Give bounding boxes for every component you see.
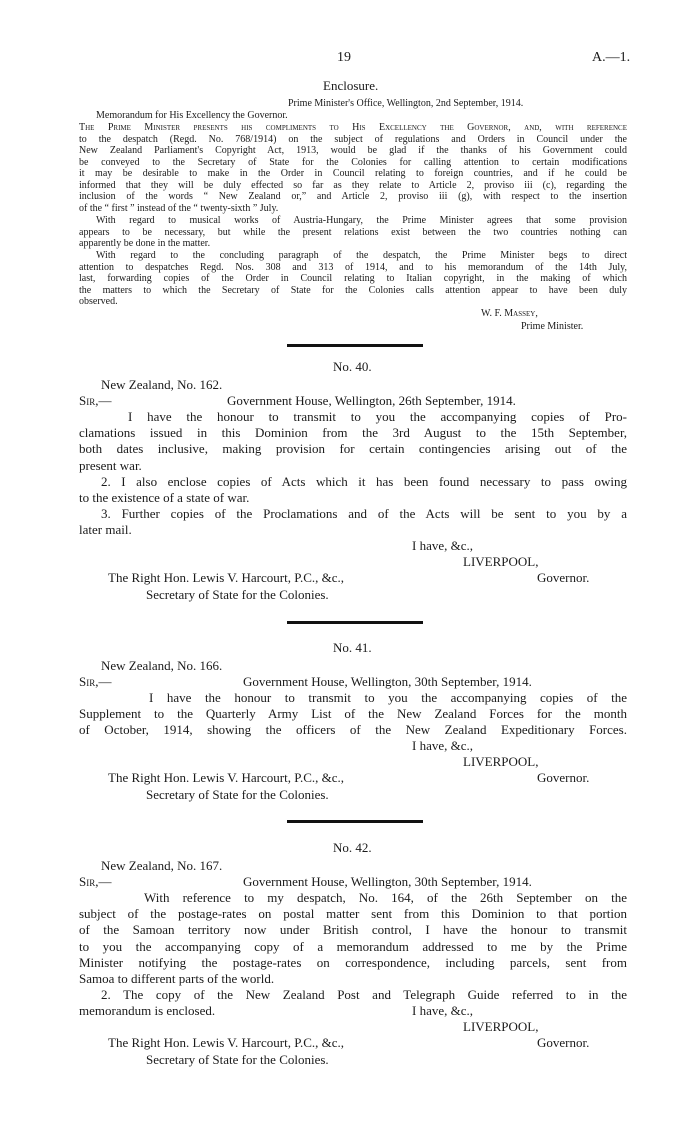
text-line: memorandum is enclosed.: [79, 1003, 216, 1019]
text-line: 3. Further copies of the Proclamations and of the Acts will be sent to you by a: [101, 506, 627, 522]
text-line: apparently be done in the matter.: [79, 238, 211, 250]
document-reference: A.—1.: [592, 50, 631, 65]
signature-title: Prime Minister.: [521, 321, 584, 332]
text-line: of the “ first ” instead of the “ twenty-sixth ” July.: [79, 202, 279, 214]
text-line: appears to be necessary, but while the present relations exist between the two countries nothing can: [79, 226, 627, 238]
text-line: With reference to my despatch, No. 164, of the 26th September on the: [144, 890, 627, 905]
addressee: The Right Hon. Lewis V. Harcourt, P.C., &c.,: [108, 1035, 345, 1050]
sender-name: LIVERPOOL,: [463, 554, 539, 569]
text-line: subject of the postage-rates on postal matter sent from this Dominion to that portion: [79, 906, 627, 922]
sender-title: Governor.: [537, 570, 590, 585]
text-line: The Prime Minister presents his compliments to His Excellency the Governor, and, with reference: [79, 122, 627, 133]
text-line: informed that they will be duly effected so far as they relate to Article 2, proviso iii (c), regarding the: [79, 179, 627, 191]
text-line: Minister notifying the postage-rates on correspondence, including parcels, sent from: [79, 954, 627, 970]
place-date: Government House, Wellington, 30th September, 1914.: [243, 874, 532, 889]
letter-body: [79, 690, 627, 739]
text-line: Supplement to the Quarterly Army List of the New Zealand Forces for the month: [79, 706, 627, 722]
text-line: observed.: [79, 296, 118, 308]
text-line: present war.: [79, 457, 142, 473]
closing: I have, &c.,: [412, 538, 474, 553]
text-line: inclusion of the words “ New Zealand or,” and Article 2, proviso iii (g), with respect to the insertion: [79, 191, 627, 203]
text-line: to you the accompanying copy of a memorandum addressed to me by the Prime: [79, 938, 627, 954]
place-date: Government House, Wellington, 30th September, 1914.: [243, 674, 532, 689]
text-line: of the Samoan territory now under British control, I have the honour to transmit: [79, 922, 627, 938]
enclosure-paragraph-1: [79, 122, 627, 214]
text-line: the matters to which the Secretary of State for the Colonies calls attention appear to have been duly: [79, 284, 627, 296]
memorandum-line: Memorandum for His Excellency the Governor.: [96, 110, 288, 121]
text-line: I have the honour to transmit to you the accompanying copies of Pro-: [128, 409, 627, 424]
sender-title: Governor.: [537, 770, 590, 785]
section-divider: [287, 820, 423, 823]
letter-body: [79, 890, 627, 1020]
addressee-title: Secretary of State for the Colonies.: [146, 587, 329, 602]
text-line: New Zealand Parliament's Copyright Act, 1913, would be glad if the thanks of his Government could: [79, 145, 627, 157]
text-line: 2. I also enclose copies of Acts which it has been found necessary to pass owing: [101, 473, 627, 489]
salutation: Sir,—: [79, 393, 112, 408]
section-divider: [287, 344, 423, 347]
enclosure-paragraph-3: [79, 250, 627, 308]
addressee-title: Secretary of State for the Colonies.: [146, 1052, 329, 1067]
letter-reference: New Zealand, No. 162.: [101, 377, 223, 392]
sender-name: LIVERPOOL,: [463, 754, 539, 769]
salutation: Sir,—: [79, 674, 112, 689]
text-line: [79, 122, 627, 134]
enclosure-paragraph-2: [79, 215, 627, 250]
text-line: be conveyed to the Secretary of State for the Colonies for calling attention to certain modifications: [79, 156, 627, 168]
text-line: I have the honour to transmit to you the accompanying copies of the: [149, 690, 627, 705]
place-date: Government House, Wellington, 26th September, 1914.: [227, 393, 516, 408]
salutation: Sir,—: [79, 874, 112, 889]
letter-reference: New Zealand, No. 166.: [101, 658, 223, 673]
section-divider: [287, 621, 423, 624]
text-line: of October, 1914, showing the officers of the New Zealand Expeditionary Forces.: [79, 722, 627, 738]
text-line: to the existence of a state of war.: [79, 490, 250, 506]
sender-name: LIVERPOOL,: [463, 1019, 539, 1034]
text-line: later mail.: [79, 522, 132, 538]
signature-name: W. F. Massey,: [481, 308, 538, 319]
addressee: The Right Hon. Lewis V. Harcourt, P.C., &c.,: [108, 770, 345, 785]
letter-number: No. 42.: [333, 840, 372, 855]
addressee: The Right Hon. Lewis V. Harcourt, P.C., &c.,: [108, 570, 345, 585]
letter-number: No. 41.: [333, 640, 372, 655]
page-number: 19: [337, 50, 351, 65]
text-line: attention to despatches Regd. Nos. 308 and 313 of 1914, and to his memorandum of the 14th July,: [79, 261, 627, 273]
enclosure-title: Enclosure.: [323, 78, 379, 93]
text-line: to the despatch (Regd. No. 768/1914) on the subject of regulations and Orders in Council under the: [79, 133, 627, 145]
letter-number: No. 40.: [333, 359, 372, 374]
sender-title: Governor.: [537, 1035, 590, 1050]
text-line: both dates inclusive, making provision for certain contingencies arising out of the: [79, 441, 627, 457]
text-line: With regard to the concluding paragraph of the despatch, the Prime Minister begs to direct: [96, 250, 627, 261]
letter-body: [79, 409, 627, 539]
closing: I have, &c.,: [412, 738, 474, 753]
closing: I have, &c.,: [412, 1003, 474, 1018]
text-line: With regard to musical works of Austria-Hungary, the Prime Minister agrees that some provision: [96, 215, 627, 226]
office-line: Prime Minister's Office, Wellington, 2nd September, 1914.: [288, 98, 524, 109]
text-line: 2. The copy of the New Zealand Post and Telegraph Guide referred to in the: [101, 987, 627, 1003]
text-line: it may be desirable to make in the Order in Council relating to foreign countries, and if he could be: [79, 168, 627, 180]
addressee-title: Secretary of State for the Colonies.: [146, 787, 329, 802]
text-line: clamations issued in this Dominion from the 3rd August to the 15th September,: [79, 425, 627, 441]
text-line: Samoa to different parts of the world.: [79, 971, 275, 987]
letter-reference: New Zealand, No. 167.: [101, 858, 223, 873]
text-line: last, forwarding copies of the Order in Council relating to Italian copyright, in the making of which: [79, 273, 627, 285]
